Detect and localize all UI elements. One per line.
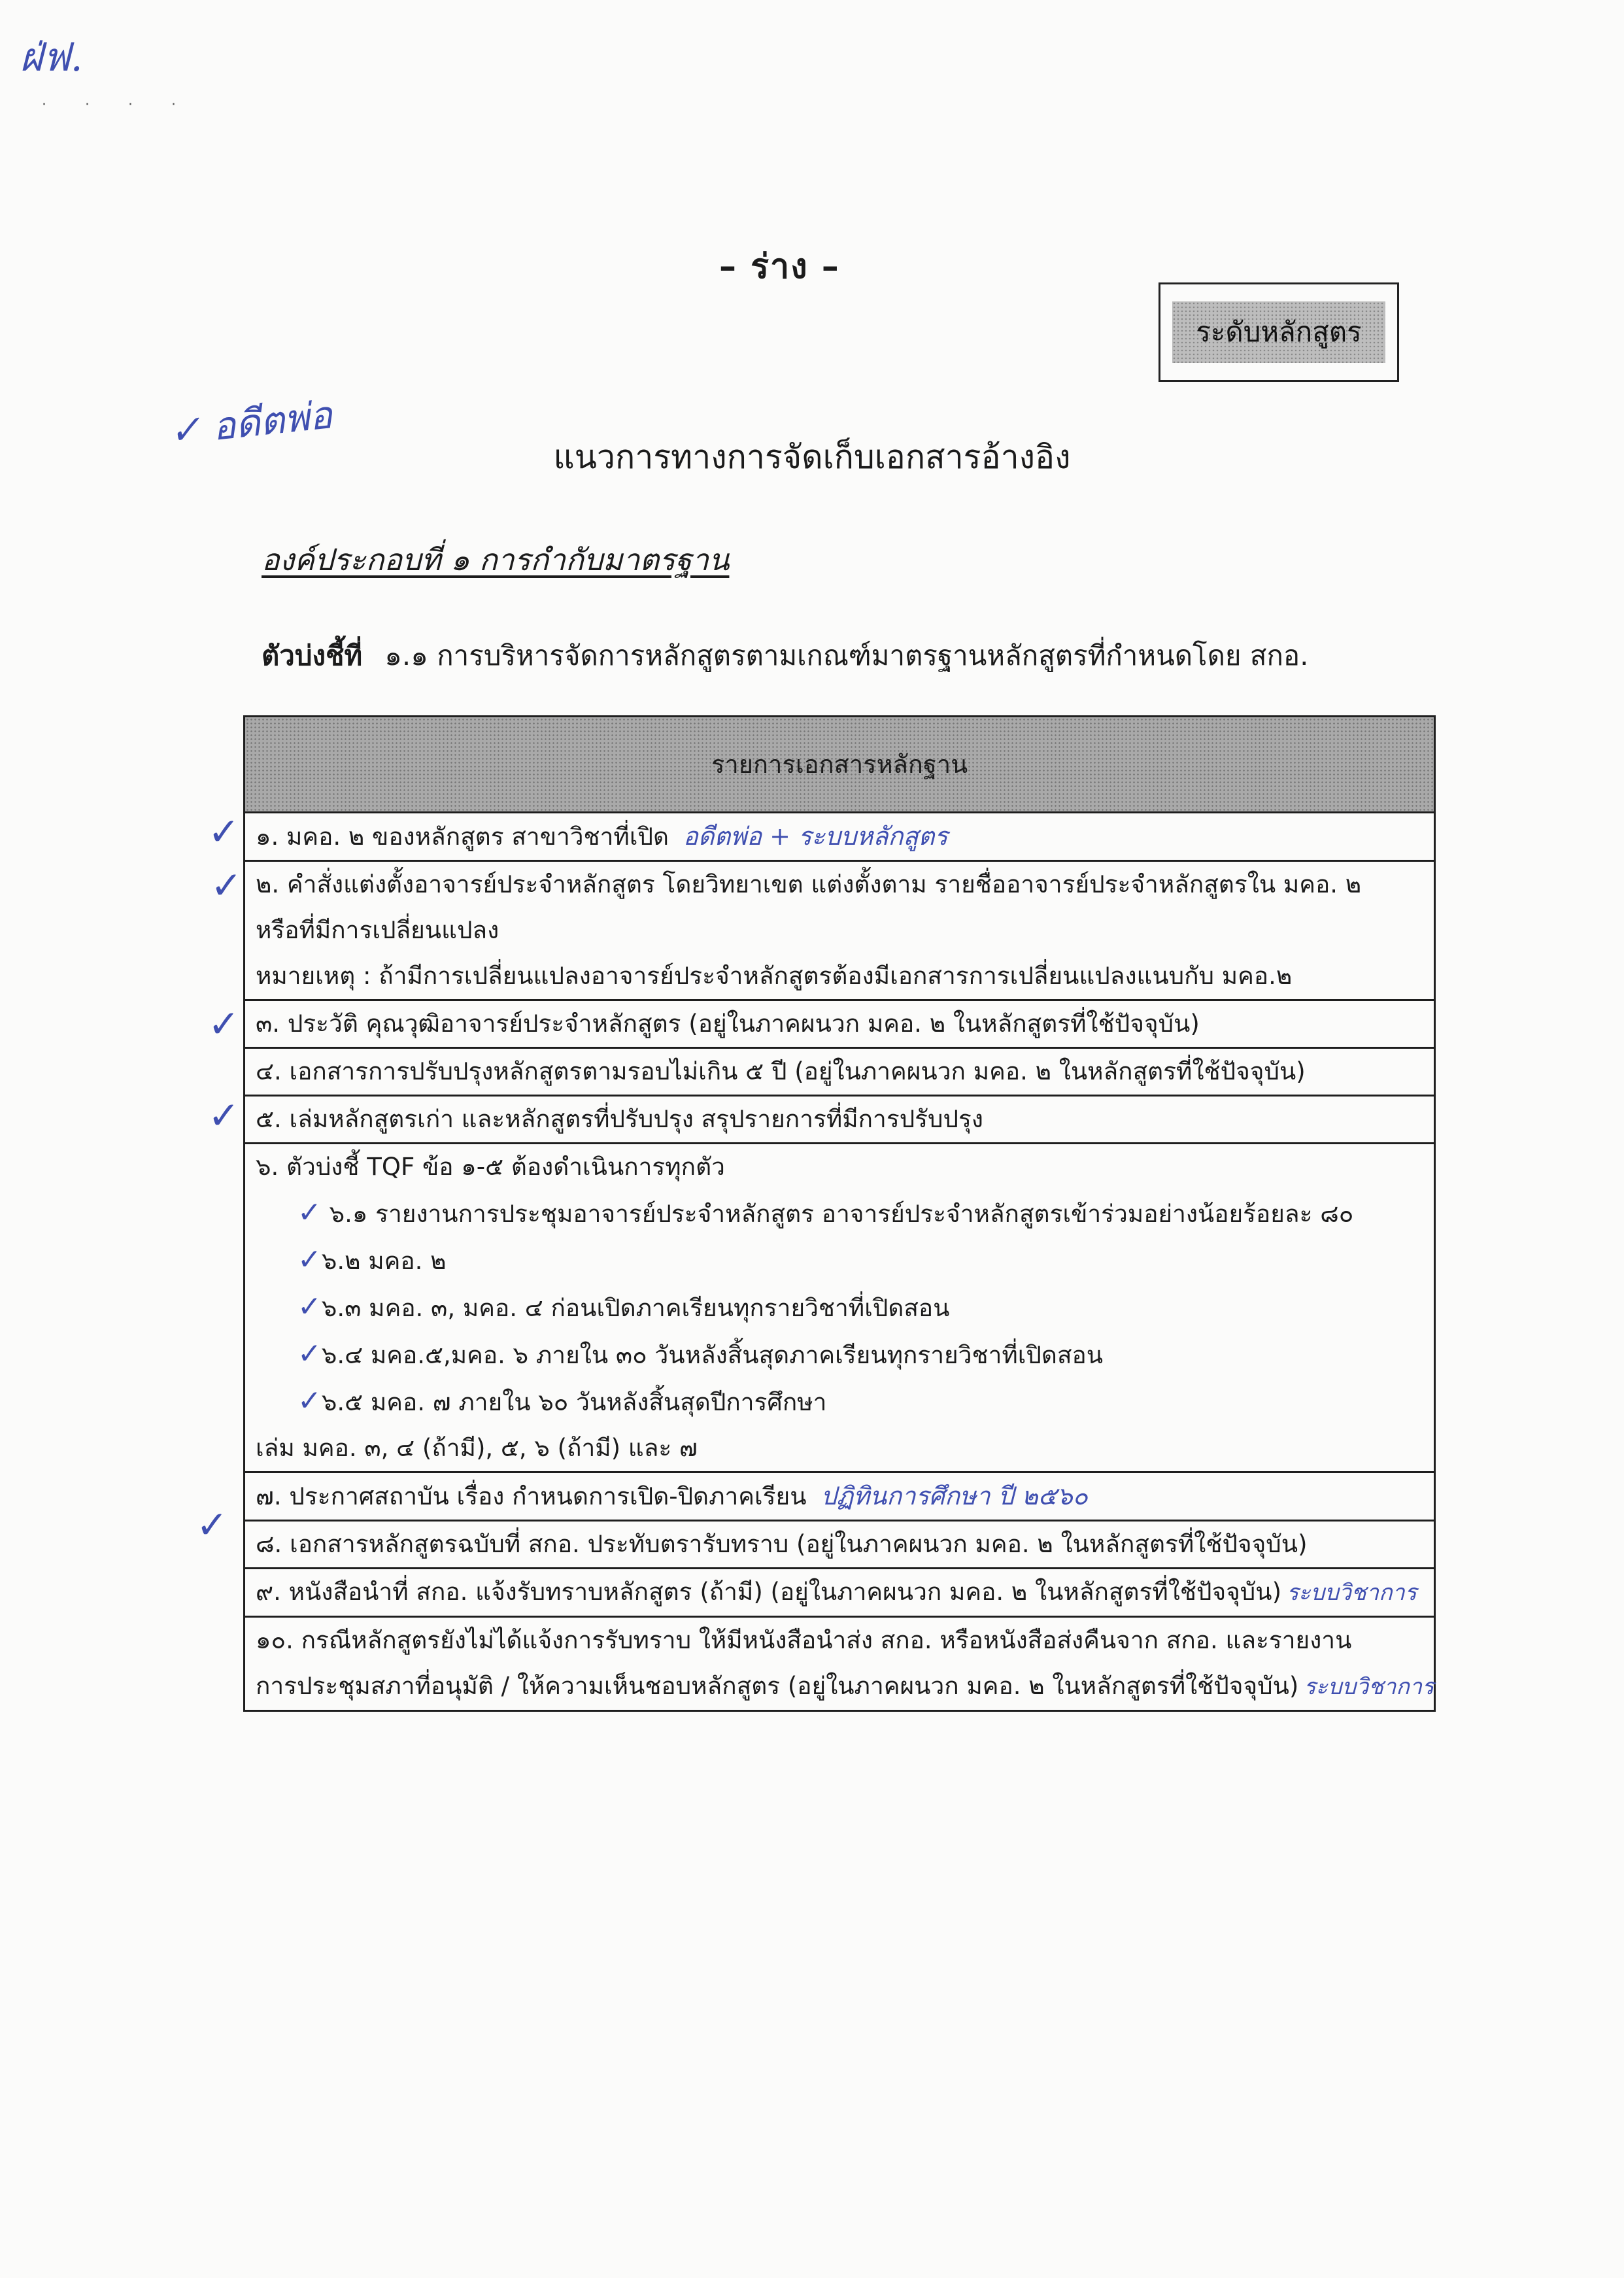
- row9-handnote: ระบบวิชาการ: [1287, 1580, 1417, 1606]
- row6-sub1: ✓ ๖.๑ รายงานการประชุมอาจารย์ประจำหลักสูตร อาจารย์ประจำหลักสูตรเข้าร่วมอย่างน้อยร้อยละ ๘๐: [297, 1196, 1354, 1229]
- row7-text: ๗. ประกาศสถาบัน เรื่อง กำหนดการเปิด-ปิดภาคเรียน: [256, 1482, 807, 1510]
- table-cell-4: [245, 1048, 1435, 1096]
- table-row-2: [245, 861, 1435, 1000]
- table-cell-6: [245, 1144, 1435, 1472]
- table-cell-9: [245, 1569, 1435, 1617]
- table-cell-10: [245, 1617, 1435, 1711]
- table-row-8: [245, 1521, 1435, 1569]
- row7-handnote: ปฏิทินการศึกษา ปี ๒๕๖๐: [820, 1482, 1088, 1510]
- table-header-row: [245, 717, 1435, 813]
- row6-footer: เล่ม มคอ. ๓, ๔ (ถ้ามี), ๕, ๖ (ถ้ามี) และ ๗: [256, 1434, 698, 1462]
- check-mark-icon-row8: ✓: [196, 1503, 228, 1547]
- check-mark-icon-6-2: ✓: [297, 1243, 322, 1276]
- row10-handnote: ระบบวิชาการ: [1304, 1674, 1434, 1700]
- component-heading: องค์ประกอบที่ ๑ การกำกับมาตรฐาน: [262, 542, 730, 577]
- row2-line1: ๒. คำสั่งแต่งตั้งอาจารย์ประจำหลักสูตร โดยวิทยาเขต แต่งตั้งตาม รายชื่ออาจารย์ประจำหลักสูตรใน มคอ. ๒: [256, 870, 1362, 898]
- row3-text: ๓. ประวัติ คุณวุฒิอาจารย์ประจำหลักสูตร (อยู่ในภาคผนวก มคอ. ๒ ในหลักสูตรที่ใช้ปัจจุบัน): [256, 1010, 1200, 1038]
- check-mark-icon-6-4: ✓: [297, 1337, 322, 1370]
- row6-sub5: ✓๖.๕ มคอ. ๗ ภายใน ๖๐ วันหลังสิ้นสุดปีการศึกษา: [297, 1384, 827, 1418]
- table-cell-3: [245, 1000, 1435, 1048]
- row2-note: หมายเหตุ : ถ้ามีการเปลี่ยนแปลงอาจารย์ประจำหลักสูตรต้องมีเอกสารการเปลี่ยนแปลงแนบกับ มคอ.๒: [256, 962, 1293, 990]
- indicator-text: ๑.๑ การบริหารจัดการหลักสูตรตามเกณฑ์มาตรฐานหลักสูตรที่กำหนดโดย สกอ.: [384, 639, 1309, 672]
- table-row-6: [245, 1144, 1435, 1472]
- check-mark-icon-row2: ✓: [211, 863, 243, 908]
- check-mark-icon-row5: ✓: [208, 1093, 240, 1138]
- row10-line2: การประชุมสภาที่อนุมัติ / ให้ความเห็นชอบหลักสูตร (อยู่ในภาคผนวก มคอ. ๒ ในหลักสูตรที่ใช้ปัจจุบัน) ระบบวิชาการ: [256, 1672, 1434, 1700]
- level-stamp: [1159, 282, 1399, 382]
- table-cell-2: [245, 861, 1435, 1000]
- table-cell-1: [245, 813, 1435, 861]
- table-cell-7: [245, 1472, 1435, 1521]
- row6-sub3: ✓๖.๓ มคอ. ๓, มคอ. ๔ ก่อนเปิดภาคเรียนทุกรายวิชาที่เปิดสอน: [297, 1290, 950, 1323]
- row9-text: ๙. หนังสือนำที่ สกอ. แจ้งรับทราบหลักสูตร (ถ้ามี) (อยู่ในภาคผนวก มคอ. ๒ ในหลักสูตรที่ใช้ปัจจุบัน): [256, 1578, 1282, 1606]
- row8-text: ๘. เอกสารหลักสูตรฉบับที่ สกอ. ประทับตรารับทราบ (อยู่ในภาคผนวก มคอ. ๒ ในหลักสูตรที่ใช้ปัจจุบัน): [256, 1530, 1308, 1558]
- table-cell-8: [245, 1521, 1435, 1569]
- row1-text: ๑. มคอ. ๒ ของหลักสูตร สาขาวิชาที่เปิด: [256, 823, 669, 851]
- draft-label: – ร่าง –: [719, 247, 840, 286]
- table-row-4: [245, 1048, 1435, 1096]
- check-mark-icon-6-3: ✓: [297, 1290, 322, 1323]
- row4-text: ๔. เอกสารการปรับปรุงหลักสูตรตามรอบไม่เกิน ๕ ปี (อยู่ในภาคผนวก มคอ. ๒ ในหลักสูตรที่ใช้ปัจจุบัน): [256, 1057, 1306, 1085]
- indicator-label: ตัวบ่งชี้ที่: [262, 639, 363, 672]
- check-mark-icon-row1: ✓: [208, 809, 240, 854]
- corner-handwritten-note: ฝ่ฟ.: [20, 35, 83, 80]
- check-mark-icon-row3: ✓: [208, 1002, 240, 1046]
- table-row-9: [245, 1569, 1435, 1617]
- row10-line1: ๑๐. กรณีหลักสูตรยังไม่ได้แจ้งการรับทราบ ให้มีหนังสือนำส่ง สกอ. หรือหนังสือส่งคืนจาก สกอ. และรายงาน: [256, 1626, 1352, 1654]
- table-cell-5: [245, 1096, 1435, 1144]
- table-header: รายการเอกสารหลักฐาน: [245, 717, 1435, 813]
- row6-title: ๖. ตัวบ่งชี้ TQF ข้อ ๑-๕ ต้องดำเนินการทุกตัว: [256, 1153, 725, 1181]
- row2-line2: หรือที่มีการเปลี่ยนแปลง: [256, 916, 499, 944]
- row1-handnote: อดีตพ่อ + ระบบหลักสูตร: [683, 822, 948, 851]
- corner-dots-decoration: · · · ·: [42, 97, 193, 113]
- level-stamp-text: ระดับหลักสูตร: [1172, 301, 1385, 363]
- table-row-10: [245, 1617, 1435, 1711]
- check-mark-icon-6-1: ✓: [297, 1196, 322, 1229]
- evidence-table: [243, 715, 1436, 1712]
- row5-text: ๕. เล่มหลักสูตรเก่า และหลักสูตรที่ปรับปรุง สรุปรายการที่มีการปรับปรุง: [256, 1105, 983, 1133]
- handwritten-side-note: ✓ อดีตพ่อ: [167, 392, 335, 454]
- table-row-3: [245, 1000, 1435, 1048]
- table-row-5: [245, 1096, 1435, 1144]
- table-row-7: [245, 1472, 1435, 1521]
- table-row-1: [245, 813, 1435, 861]
- check-mark-icon-6-5: ✓: [297, 1384, 322, 1418]
- document-title: แนวการทางการจัดเก็บเอกสารอ้างอิง: [553, 438, 1071, 476]
- indicator-line: [262, 634, 1309, 677]
- row6-sub2: ✓๖.๒ มคอ. ๒: [297, 1243, 447, 1276]
- row6-sub4: ✓๖.๔ มคอ.๕,มคอ. ๖ ภายใน ๓๐ วันหลังสิ้นสุดภาคเรียนทุกรายวิชาที่เปิดสอน: [297, 1337, 1104, 1370]
